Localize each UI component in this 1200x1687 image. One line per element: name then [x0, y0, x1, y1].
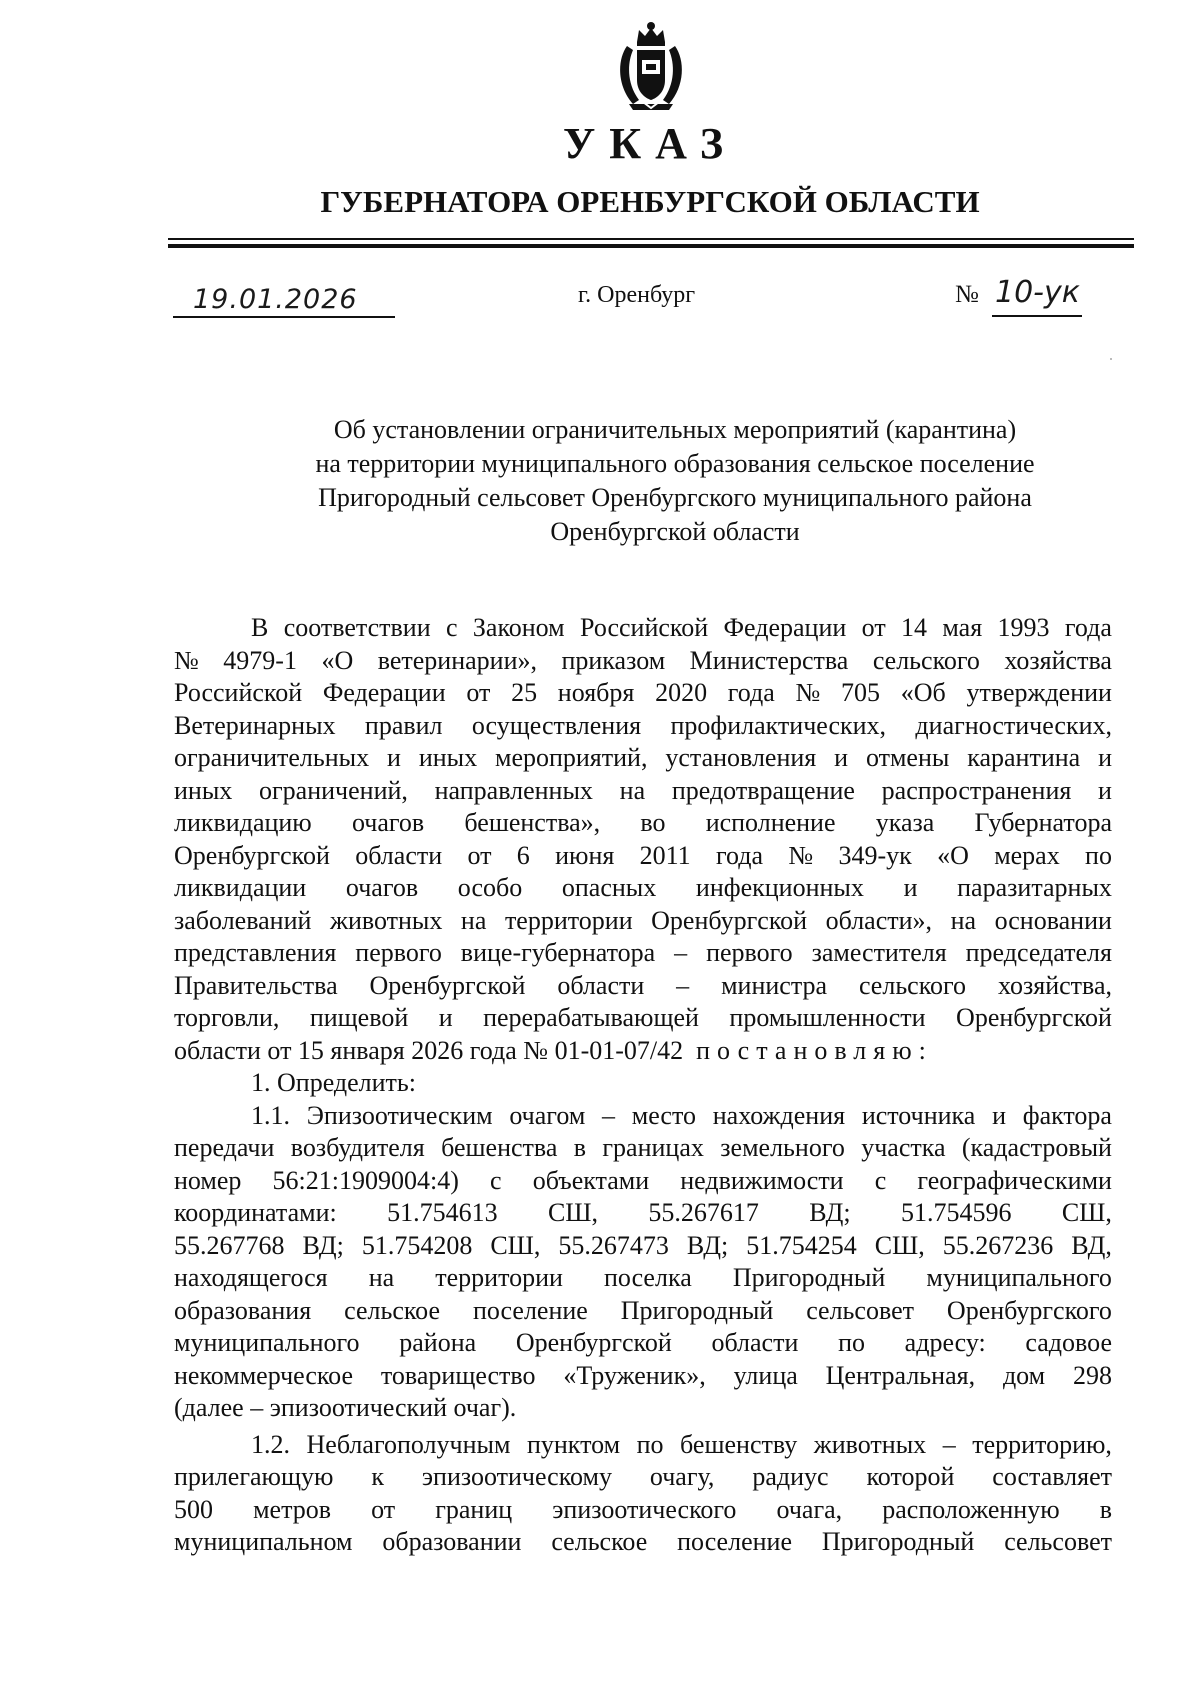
- word: от: [466, 678, 491, 707]
- document-number: 10-ук: [995, 275, 1080, 310]
- word: 51.754613: [387, 1198, 498, 1227]
- word: составляет: [992, 1462, 1112, 1491]
- body-line: [174, 872, 1112, 905]
- word: муниципального: [174, 1328, 360, 1357]
- word: ВД;: [686, 1230, 729, 1260]
- word: муниципального: [926, 1263, 1112, 1292]
- word: образовании: [382, 1527, 522, 1556]
- heading-line: Пригородный сельсовет Оренбургского муниципального района: [318, 483, 1032, 512]
- body-line: [174, 1494, 1112, 1527]
- word: ограничительных: [174, 743, 370, 772]
- body-line: [174, 1360, 1112, 1393]
- item-1-1-last-text: (далее – эпизоотический очаг).: [174, 1393, 517, 1422]
- word: фактора: [1022, 1100, 1112, 1130]
- word: 705: [841, 678, 881, 707]
- word: опасных: [561, 873, 657, 902]
- word: и: [1098, 775, 1112, 805]
- body-line: [174, 1230, 1112, 1263]
- word: эпизоотического: [552, 1494, 737, 1524]
- word: нахождения: [712, 1100, 846, 1130]
- word: в: [1099, 1494, 1112, 1524]
- word: 2020: [655, 678, 708, 707]
- word: которой: [866, 1462, 955, 1491]
- word: представления: [174, 938, 337, 967]
- word: участка: [861, 1133, 946, 1162]
- document-body: [174, 612, 1112, 1559]
- word: области»,: [825, 905, 933, 935]
- word: Эпизоотическим: [306, 1100, 493, 1130]
- word: 1.1.: [251, 1100, 290, 1130]
- word: сельское: [551, 1527, 648, 1556]
- word: недвижимости: [680, 1165, 844, 1195]
- word: адресу:: [904, 1328, 986, 1357]
- word: заболеваний: [174, 905, 312, 935]
- word: СШ,: [874, 1230, 925, 1260]
- word: источника: [861, 1100, 976, 1130]
- word: очагу,: [649, 1462, 715, 1491]
- word: радиус: [752, 1462, 829, 1491]
- word: «Труженик»,: [563, 1360, 706, 1390]
- word: животных: [813, 1429, 927, 1459]
- word: мерах: [994, 840, 1060, 870]
- word: 500: [174, 1494, 213, 1524]
- word: улица: [733, 1360, 798, 1390]
- word: очагов: [351, 808, 425, 837]
- header-divider-thick: [168, 244, 1134, 248]
- word: Ветеринарных: [174, 710, 336, 740]
- word: 56:21:1909004:4): [272, 1165, 459, 1195]
- word: бешенства: [441, 1133, 558, 1162]
- word: передачи: [174, 1133, 275, 1162]
- word: возбудителя: [290, 1133, 425, 1162]
- coat-of-arms-emblem: [613, 20, 689, 112]
- body-line: [174, 710, 1112, 743]
- word: Законом: [472, 613, 565, 642]
- word: 51.754208: [361, 1230, 473, 1260]
- word: торговли,: [174, 1003, 280, 1032]
- body-line: [174, 1002, 1112, 1035]
- word: 55.267617: [648, 1198, 759, 1227]
- word: 1993: [997, 613, 1050, 642]
- word: пунктом: [526, 1429, 621, 1459]
- word: муниципальном: [174, 1527, 353, 1556]
- body-line: [174, 1165, 1112, 1198]
- word: с: [445, 613, 458, 642]
- body-line: [174, 807, 1112, 840]
- word: Пригородный: [821, 1527, 975, 1556]
- word: района: [399, 1328, 477, 1357]
- word: хозяйства,: [997, 970, 1112, 1000]
- word: животных: [329, 905, 443, 935]
- word: Оренбургской: [174, 840, 330, 870]
- word: СШ,: [547, 1198, 599, 1227]
- word: года: [727, 678, 775, 707]
- word: границ: [435, 1494, 513, 1524]
- word: Неблагополучным: [306, 1429, 511, 1459]
- word: номер: [174, 1165, 242, 1195]
- word: на: [368, 1263, 395, 1292]
- word: и: [387, 743, 401, 772]
- word: Федерации: [723, 613, 847, 642]
- document-heading: [240, 413, 1110, 549]
- word: сельского: [872, 645, 980, 675]
- item-1-text: 1. Определить:: [251, 1068, 416, 1097]
- word: Оренбургской: [651, 905, 808, 935]
- word: по: [838, 1328, 865, 1357]
- word: Пригородный: [620, 1295, 774, 1325]
- heading-line: Об установлении ограничительных мероприятий (карантина): [333, 415, 1017, 444]
- word: диагностических,: [915, 710, 1112, 740]
- word: СШ,: [1061, 1198, 1112, 1227]
- word: с: [874, 1165, 887, 1195]
- body-line: [174, 775, 1112, 808]
- date-field: [173, 282, 395, 318]
- word: №: [174, 645, 199, 675]
- word: 349-ук: [838, 840, 912, 870]
- word: поселка: [604, 1263, 692, 1292]
- word: и: [903, 873, 918, 902]
- word: очагом: [509, 1100, 586, 1130]
- word: года: [716, 840, 764, 870]
- item-1: [174, 1067, 1112, 1100]
- preamble-paragraph: [174, 612, 1112, 1067]
- word: координатами:: [174, 1198, 337, 1227]
- word: территорию,: [972, 1429, 1112, 1459]
- word: особо: [457, 873, 523, 902]
- word: и: [992, 1100, 1006, 1130]
- word: Российской: [174, 678, 303, 707]
- word: поселение: [472, 1295, 588, 1325]
- word: –: [674, 938, 688, 967]
- word: (кадастровый: [961, 1133, 1112, 1162]
- word: образования: [174, 1295, 312, 1325]
- word: отмены: [865, 743, 950, 772]
- word: очагов: [345, 873, 419, 902]
- word: Пригородный: [732, 1263, 886, 1292]
- word: области: [557, 970, 645, 1000]
- word: на: [460, 905, 487, 935]
- word: земельного: [720, 1133, 845, 1162]
- word: «О: [321, 645, 354, 675]
- body-line: [174, 612, 1112, 645]
- word: «Об: [900, 678, 946, 707]
- word: заместителя: [811, 938, 947, 967]
- word: иных: [174, 775, 233, 805]
- word: и: [1098, 743, 1112, 772]
- word: приказом: [561, 645, 666, 675]
- body-line: [174, 1197, 1112, 1230]
- word: ветеринарии»,: [377, 645, 537, 675]
- word: министра: [721, 970, 828, 1000]
- word: 298: [1072, 1360, 1112, 1390]
- word: бешенству: [680, 1429, 798, 1459]
- word: ноября: [557, 678, 635, 707]
- body-line: [174, 970, 1112, 1003]
- word: ВД,: [1071, 1230, 1112, 1260]
- word: дом: [1002, 1360, 1046, 1390]
- word: вице-губернатора: [460, 938, 656, 967]
- word: соответствии: [283, 613, 431, 642]
- number-underline: [992, 315, 1082, 317]
- word: 14: [901, 613, 928, 642]
- word: садовое: [1025, 1328, 1112, 1357]
- word: Оренбургской: [515, 1328, 672, 1357]
- word: к: [371, 1462, 384, 1491]
- word: перерабатывающей: [483, 1003, 699, 1032]
- preamble-last-text: области от 15 января 2026 года № 01-01-07/42: [174, 1035, 684, 1065]
- word: Федерации: [322, 678, 446, 707]
- decree-word: постановляю:: [696, 1035, 933, 1065]
- word: мая: [942, 613, 983, 642]
- word: Губернатора: [974, 808, 1112, 837]
- word: паразитарных: [957, 873, 1112, 902]
- body-line: [174, 677, 1112, 710]
- word: СШ,: [490, 1230, 541, 1260]
- issuing-authority: ГУБЕРНАТОРА ОРЕНБУРГСКОЙ ОБЛАСТИ: [320, 184, 980, 219]
- word: сельсовет: [1004, 1527, 1112, 1556]
- word: 2011: [639, 840, 691, 870]
- word: промышленности: [729, 1003, 926, 1032]
- word: поселение: [677, 1527, 792, 1556]
- word: Оренбургского: [946, 1295, 1112, 1325]
- body-line: [174, 905, 1112, 938]
- word: 4979-1: [223, 645, 297, 675]
- word: от: [861, 613, 886, 642]
- word: №: [788, 840, 814, 870]
- word: территории: [504, 905, 633, 935]
- word: мероприятий,: [494, 743, 648, 772]
- body-line: [174, 1100, 1112, 1133]
- word: в: [573, 1133, 587, 1162]
- word: года: [1064, 613, 1112, 642]
- word: Оренбургской: [369, 970, 526, 1000]
- word: ликвидации: [174, 873, 307, 902]
- word: ограничений,: [259, 775, 408, 805]
- word: профилактических,: [670, 710, 887, 740]
- word: по: [1085, 840, 1112, 870]
- word: №: [795, 678, 821, 707]
- word: хозяйства: [1004, 645, 1112, 675]
- body-line-last: [174, 1392, 1112, 1425]
- word: и: [834, 743, 849, 772]
- word: прилегающую: [174, 1462, 334, 1491]
- word: границах: [602, 1133, 704, 1162]
- heading-line: Оренбургской области: [550, 517, 800, 546]
- body-line: [174, 1262, 1112, 1295]
- word: правил: [364, 710, 443, 740]
- word: карантина: [967, 743, 1081, 772]
- body-line: [174, 1429, 1112, 1462]
- word: установления: [665, 743, 817, 772]
- word: 1.2.: [251, 1429, 290, 1459]
- word: Правительства: [174, 970, 338, 1000]
- word: эпизоотическому: [421, 1462, 612, 1491]
- word: объектами: [532, 1165, 650, 1195]
- word: сельское: [344, 1295, 441, 1325]
- word: товарищество: [380, 1360, 536, 1390]
- word: первого: [355, 938, 442, 967]
- word: во: [640, 808, 666, 837]
- word: территории: [435, 1263, 563, 1292]
- word: 55.267768: [174, 1230, 285, 1260]
- word: 55.267236: [942, 1230, 1054, 1260]
- word: находящегося: [174, 1263, 328, 1292]
- body-line-last: [174, 1035, 1112, 1068]
- document-type-title: УКАЗ: [562, 119, 738, 168]
- word: 55.267473: [558, 1230, 669, 1260]
- number-label: №: [955, 281, 979, 308]
- word: географическими: [917, 1165, 1112, 1195]
- word: предотвращение: [671, 775, 855, 805]
- word: бешенства»,: [464, 808, 601, 837]
- word: метров: [253, 1494, 332, 1524]
- word: по: [636, 1429, 664, 1459]
- word: некоммерческое: [174, 1360, 354, 1390]
- word: основании: [994, 905, 1112, 935]
- word: направленных: [434, 775, 593, 805]
- heading-line: на территории муниципального образования сельское поселение: [315, 449, 1035, 478]
- word: исполнение: [705, 808, 836, 837]
- word: ликвидацию: [174, 808, 312, 837]
- word: председателя: [965, 938, 1112, 967]
- body-line: [174, 742, 1112, 775]
- word: области: [711, 1328, 799, 1357]
- word: 6: [516, 840, 530, 870]
- header-divider-thin: [168, 238, 1134, 240]
- word: сельсовет: [806, 1295, 914, 1325]
- word: области: [355, 840, 443, 870]
- word: «О: [937, 840, 969, 870]
- word: место: [631, 1100, 696, 1130]
- city-label: г. Оренбург: [578, 282, 696, 308]
- date-value: 19.01.2026: [193, 284, 358, 315]
- word: на: [950, 905, 977, 935]
- word: сельского: [858, 970, 967, 1000]
- scan-speck: [1110, 358, 1112, 360]
- body-line: [174, 840, 1112, 873]
- word: 51.754254: [746, 1230, 857, 1260]
- word: осуществления: [471, 710, 642, 740]
- body-line: [174, 1526, 1112, 1559]
- word: иных: [418, 743, 478, 772]
- word: Министерства: [689, 645, 849, 675]
- word: Центральная,: [825, 1360, 976, 1390]
- word: и: [438, 1003, 453, 1032]
- word: указа: [875, 808, 935, 837]
- word: В: [251, 613, 269, 642]
- body-line: [174, 937, 1112, 970]
- word: утверждении: [966, 678, 1112, 707]
- word: распространения: [881, 775, 1072, 805]
- body-line: [174, 1461, 1112, 1494]
- item-1-1: [174, 1100, 1112, 1425]
- word: пищевой: [309, 1003, 409, 1032]
- body-line: [174, 1327, 1112, 1360]
- body-line: [174, 1295, 1112, 1328]
- word: ВД;: [809, 1198, 851, 1227]
- word: Российской: [580, 613, 709, 642]
- word: –: [676, 970, 690, 1000]
- word: ВД;: [302, 1230, 344, 1260]
- word: июня: [555, 840, 615, 870]
- word: очага,: [776, 1494, 843, 1524]
- word: первого: [706, 938, 793, 967]
- word: с: [490, 1165, 502, 1195]
- word: от: [371, 1494, 396, 1524]
- word: Оренбургской: [956, 1003, 1112, 1032]
- word: –: [942, 1429, 956, 1459]
- body-line: [174, 1132, 1112, 1165]
- body-line: [174, 645, 1112, 678]
- word: от: [467, 840, 492, 870]
- word: 51.754596: [900, 1198, 1012, 1227]
- word: расположенную: [882, 1494, 1060, 1524]
- word: на: [619, 775, 646, 805]
- word: 25: [511, 678, 538, 707]
- item-1-2: [174, 1429, 1112, 1559]
- word: инфекционных: [695, 873, 864, 902]
- word: –: [602, 1100, 616, 1130]
